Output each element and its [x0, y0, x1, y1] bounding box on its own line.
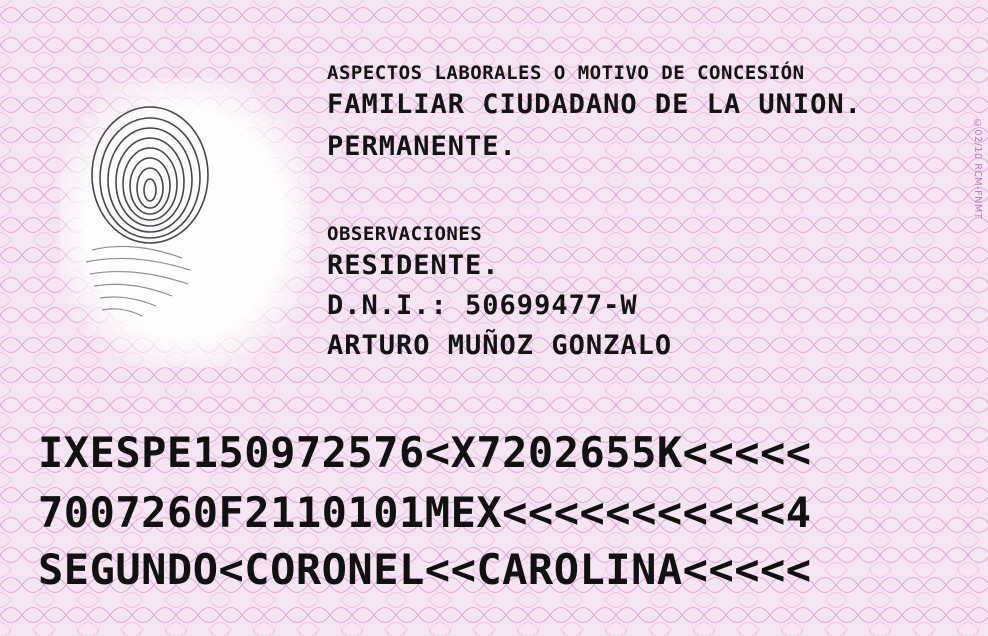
mrz-line-1: IXESPE150972576<X7202655K<<<<< [38, 428, 812, 477]
observations-label: OBSERVACIONES [327, 223, 483, 245]
security-mark: ©02/10 RCM-FNMT [972, 118, 983, 220]
observations-value: RESIDENTE. [327, 250, 500, 281]
mrz-line-3: SEGUNDO<CORONEL<<CAROLINA<<<<< [38, 545, 812, 594]
person-name: ARTURO MUÑOZ GONZALO [327, 330, 673, 361]
fingerprint-icon [72, 100, 222, 340]
work-section-label: ASPECTOS LABORALES O MOTIVO DE CONCESIÓN [327, 62, 805, 84]
dni-line: D.N.I.: 50699477-W [327, 290, 638, 321]
work-value-line2: PERMANENTE. [327, 131, 517, 162]
mrz-line-2: 7007260F2110101MEX<<<<<<<<<<<4 [38, 488, 812, 537]
work-value-line1: FAMILIAR CIUDADANO DE LA UNION. [327, 89, 862, 120]
